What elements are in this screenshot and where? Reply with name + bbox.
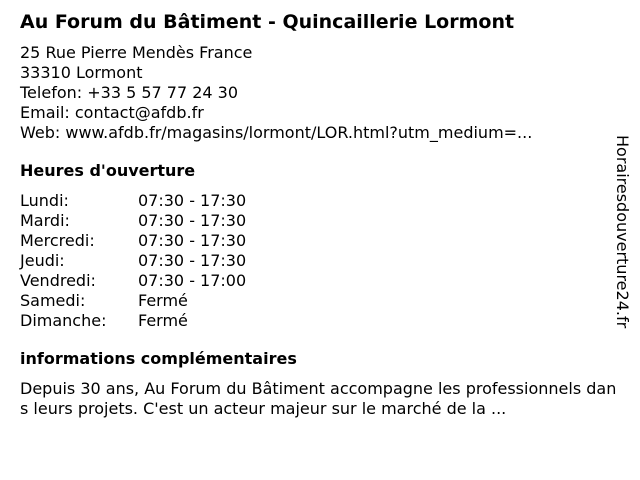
street-address: 25 Rue Pierre Mendès France (20, 43, 253, 62)
hours-row (20, 271, 620, 291)
city-address: 33310 Lormont (20, 63, 143, 82)
day-hours: 07:30 - 17:30 (138, 191, 247, 210)
day-hours: 07:30 - 17:00 (138, 271, 247, 290)
hours-row (20, 291, 620, 311)
hours-table (20, 191, 620, 331)
day-label: Mercredi: (20, 231, 95, 250)
business-title: Au Forum du Bâtiment - Quincaillerie Lormont (20, 11, 515, 33)
hours-row (20, 311, 620, 331)
hours-row (20, 211, 620, 231)
day-label: Mardi: (20, 211, 70, 230)
info-text: Depuis 30 ans, Au Forum du Bâtiment accompagne les professionnels dans leurs projets. C'est un acteur majeur sur le marché de la ... (20, 379, 617, 418)
info-heading: informations complémentaires (20, 349, 297, 368)
day-hours: Fermé (138, 311, 188, 330)
web-line: Web: www.afdb.fr/magasins/lormont/LOR.html?utm_medium=... (20, 123, 533, 142)
day-label: Dimanche: (20, 311, 107, 330)
day-hours: 07:30 - 17:30 (138, 211, 247, 230)
business-card (20, 9, 620, 419)
email-line: Email: contact@afdb.fr (20, 103, 204, 122)
hours-heading: Heures d'ouverture (20, 161, 196, 180)
hours-row (20, 231, 620, 251)
day-hours: 07:30 - 17:30 (138, 251, 247, 270)
watermark-text: Horairesdouverture24.fr (613, 135, 632, 329)
day-label: Jeudi: (20, 251, 65, 270)
day-hours: Fermé (138, 291, 188, 310)
day-label: Samedi: (20, 291, 86, 310)
phone-line: Telefon: +33 5 57 77 24 30 (20, 83, 239, 102)
day-label: Lundi: (20, 191, 69, 210)
day-label: Vendredi: (20, 271, 96, 290)
hours-row (20, 191, 620, 211)
day-hours: 07:30 - 17:30 (138, 231, 247, 250)
hours-row (20, 251, 620, 271)
